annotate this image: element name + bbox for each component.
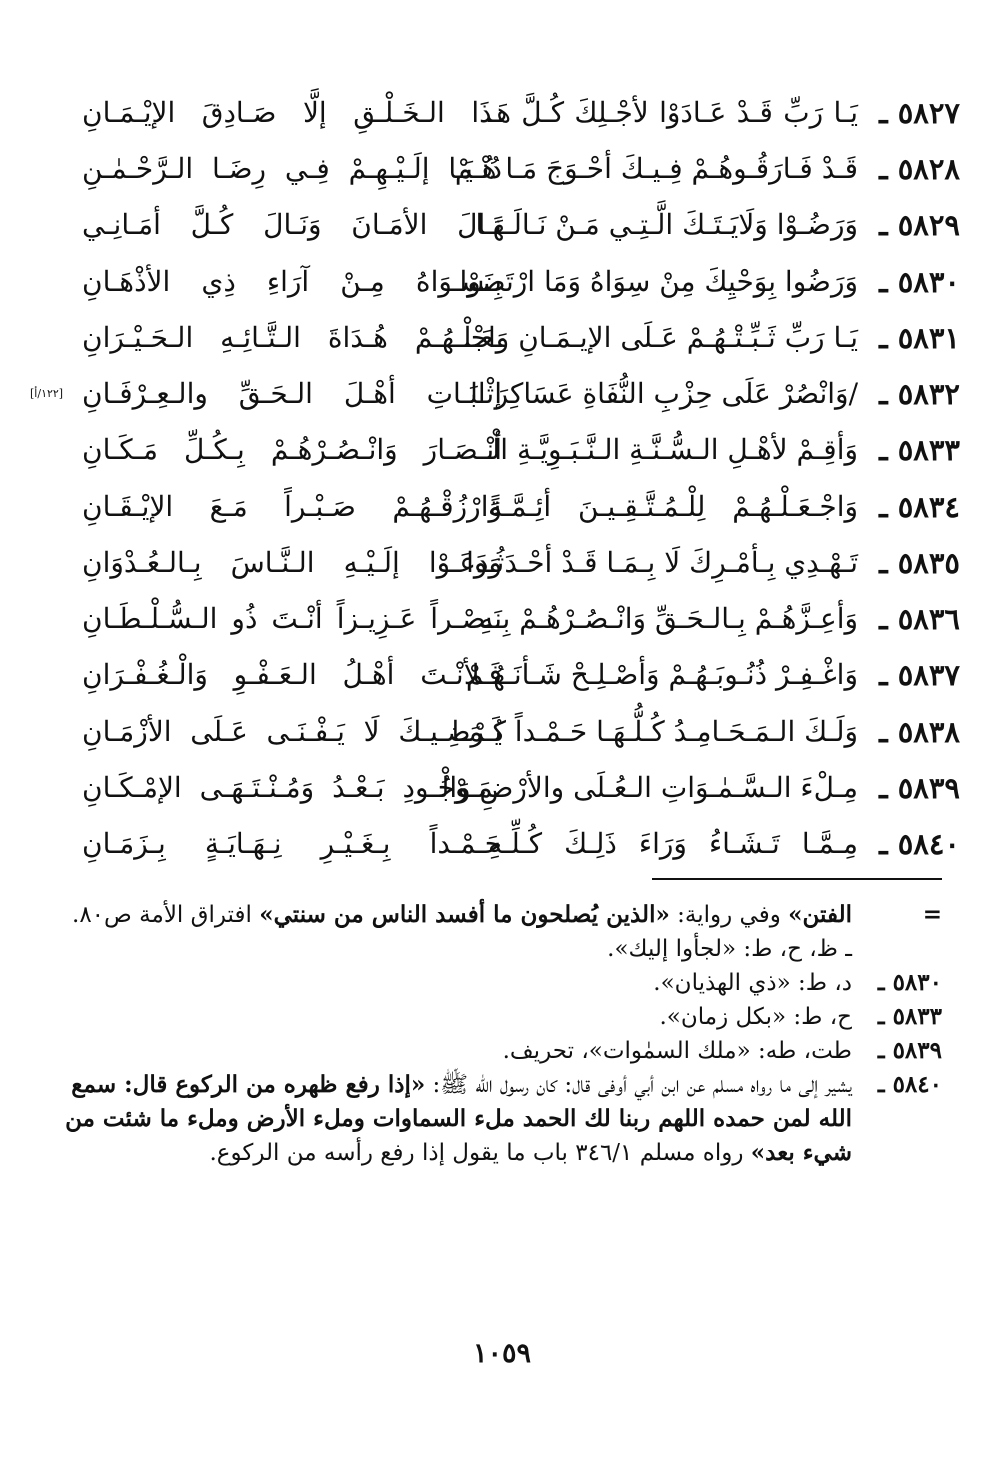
footnotes bbox=[62, 898, 942, 1170]
verse-number: ٥٨٣٢ ـ bbox=[879, 377, 960, 411]
verse-5830 bbox=[0, 265, 1004, 317]
second-hemistich: فَـلأنْـتَ أهْـلُ الـعَـفْـوِ وَالْـغُـفْـرَانِ bbox=[82, 658, 502, 691]
first-hemistich: مِـمَّـا تَـشَـاءُ وَرَاءَ ذَلِـكَ كُـلِّـهِ bbox=[488, 827, 858, 860]
footnote-text: يشير إلى ما رواه مسلم عن ابن أبي أوفى قال: كان رسول الله ﷺ: bbox=[425, 1072, 852, 1098]
first-hemistich: وَأعِـزَّهُـمْ بِـالـحَـقِّ وَانْـصُـرْهُـمْ بِـهِ bbox=[479, 602, 858, 635]
footnote-text: وفي رواية: bbox=[669, 902, 789, 928]
verse-5839 bbox=[0, 771, 1004, 823]
second-hemistich: إثْـبَـاتِ أهْـلَ الـحَـقِّ والـعِـرْفَـانِ bbox=[82, 377, 502, 410]
first-hemistich: قَـدْ فَـارَقُـوهُـمْ فِـيـكَ أحْـوَجَ مَـا هُـمْ bbox=[454, 152, 858, 185]
verse-number: ٥٨٤٠ ـ bbox=[879, 827, 960, 861]
first-hemistich: وَرَضُـوْا وَلَايَـتَـكَ الَّـتِـي مَـنْ نَـالَـهَـا bbox=[475, 208, 858, 241]
first-hemistich: وَرَضُوا بِوَحْيِكَ مِنْ سِوَاهُ وَمَا ارْتَضَوْا bbox=[459, 265, 858, 298]
second-hemistich: ـذَا الـخَـلْـقِ إلَّا صَـادِقَ الإيْـمَـانِ bbox=[82, 96, 502, 129]
first-hemistich: تَـهْـدِي بِـأمْـرِكَ لَا بِـمَـا قَـدْ أحْـدَثُـوا bbox=[466, 546, 858, 579]
hadith-quote: «إذا رفع ظهره من الركوع قال: سمع الله لمن حمده اللهم ربنا لك الحمد ملء السماوات وملء الأرض وملء ما شئت من شيء بعد» bbox=[65, 1071, 852, 1166]
first-hemistich: يَـا رَبِّ قَـدْ عَـادَوْا لأجْـلِكَ كُـلَّ هَـ bbox=[488, 96, 858, 129]
verse-number: ٥٨٣٣ ـ bbox=[879, 433, 960, 467]
first-hemistich: وَلَـكَ الـمَـحَـامِـدُ كُـلُّـهَـا حَـمْـداً كَـمَـا bbox=[451, 715, 858, 748]
verse-number: ٥٨٢٩ ـ bbox=[879, 208, 960, 242]
footnote-5840 bbox=[62, 1068, 942, 1170]
second-hemistich: وَدَعَـوْا إلَـيْـهِ الـنَّـاسَ بِـالـعُـدْوَانِ bbox=[82, 546, 502, 579]
verse-5833 bbox=[0, 433, 1004, 485]
verse-number: ٥٨٣١ ـ bbox=[879, 321, 960, 355]
footnote-label: ٥٨٣٠ ـ bbox=[877, 969, 942, 996]
first-hemistich: وَأقِـمْ لأهْـلِ الـسُّـنَّـةِ الـنَّـبَـوِيَّـةِ الْـ bbox=[483, 433, 858, 466]
footnote-label: ٥٨٣٣ ـ bbox=[877, 1003, 942, 1030]
second-hemistich: يُـرْضِـيـكَ لَا يَـفْـنَـى عَـلَى الأزْمَـانِ bbox=[82, 715, 502, 748]
manuscript-folio-ref: [١٢٢/أ] bbox=[30, 387, 64, 400]
first-hemistich: وَاجْـعَـلْـهُـمْ لِلْـمُـتَّـقِـيـنَ أئِـمَّـةً bbox=[488, 490, 858, 523]
verse-number: ٥٨٣٠ ـ bbox=[879, 265, 960, 299]
first-hemistich: مِـلْءَ الـسَّـمٰـوَاتِ الـعُـلَى والأرْضِ وَالْـ bbox=[432, 771, 858, 804]
second-hemistich: دُنْـيَـا إلَـيْـهِـمْ فِـي رِضَـا الـرَّحْـمٰـنِ bbox=[82, 152, 502, 185]
verse-5831 bbox=[0, 321, 1004, 373]
verse-number: ٥٨٣٦ ـ bbox=[879, 602, 960, 636]
footnote-bold-text: الفتن» bbox=[788, 901, 852, 928]
verse-5838 bbox=[0, 715, 1004, 767]
verse-number: ٥٨٣٨ ـ bbox=[879, 715, 960, 749]
hadith-quote: «الذين يُصلحون ما أفسد الناس من سنتي» bbox=[259, 901, 670, 928]
footnote-label: = bbox=[922, 901, 942, 928]
verse-5837 bbox=[0, 658, 1004, 710]
second-hemistich: حَـمْـداً بِـغَـيْـرِ نِـهَـايَـةٍ بِـزَمَـانِ bbox=[82, 827, 502, 860]
footnote-separator bbox=[652, 878, 942, 880]
footnote-5839 bbox=[62, 1034, 942, 1068]
footnote-label: ٥٨٤٠ ـ bbox=[877, 1071, 942, 1098]
first-hemistich: /وَانْصُرْ عَلَى حِزْبِ النُّفَاةِ عَسَاكِرَ الـ bbox=[461, 377, 858, 410]
verse-number: ٥٨٣٤ ـ bbox=[879, 490, 960, 524]
second-hemistich: نَـالَ الأمَـانَ وَنَـالَ كُـلَّ أمَـانِـي bbox=[82, 208, 502, 241]
verse-number: ٥٨٢٧ ـ bbox=[879, 96, 960, 130]
first-hemistich: وَاغْـفِـرْ ذُنُـوبَـهُـمْ وَأصْـلِـحْ شَـأنَـهُـمْ bbox=[465, 658, 858, 691]
footnote-text: رواه مسلم ٣٤٦/١ باب ما يقول إذا رفع رأسه من الركوع. bbox=[209, 1140, 751, 1166]
first-hemistich: يَـا رَبِّ ثَـبِّـتْـهُـمْ عَـلَى الإيـمَـانِ وَاجْـ bbox=[462, 321, 858, 354]
footnote-label: ٥٨٣٩ ـ bbox=[877, 1037, 942, 1064]
footnote-text: ح، ط: «بكل زمان». bbox=[659, 1004, 852, 1030]
verse-5834 bbox=[0, 490, 1004, 542]
verse-number: ٥٨٣٧ ـ bbox=[879, 658, 960, 692]
verse-number: ٥٨٣٥ ـ bbox=[879, 546, 960, 580]
footnote-variant bbox=[62, 932, 942, 966]
verse-number: ٥٨٢٨ ـ bbox=[879, 152, 960, 186]
verse-5840 bbox=[0, 827, 1004, 879]
verse-5828 bbox=[0, 152, 1004, 204]
second-hemistich: ـمَـوْجُـودِ بَـعْـدُ وَمُـنْـتَـهَـى الإمْـكَـانِ bbox=[82, 771, 502, 804]
footnote-5830 bbox=[62, 966, 942, 1000]
second-hemistich: أنْـصَـارَ وَانْـصُـرْهُـمْ بِـكُـلِّ مَـكَـانِ bbox=[82, 433, 502, 466]
footnote-text: افتراق الأمة ص٨٠. bbox=[72, 902, 260, 928]
verse-5829 bbox=[0, 208, 1004, 260]
second-hemistich: بِـسِـوَاهُ مِـنْ آرَاءِ ذِي الأذْهَـانِ bbox=[82, 265, 502, 298]
second-hemistich: نَـصْـراً عَـزِيـزاً أنْـتَ ذُو الـسُّـلْـطَـانِ bbox=[82, 602, 502, 635]
second-hemistich: ـعَـلْـهُـمْ هُـدَاةَ الـتَّـائِـهِ الـحَـيْـرَانِ bbox=[82, 321, 502, 354]
footnote-text: طت، طه: «ملك السمٰوات»، تحريف. bbox=[502, 1038, 852, 1064]
verse-number: ٥٨٣٩ ـ bbox=[879, 771, 960, 805]
verse-5832 bbox=[0, 377, 1004, 429]
footnote-text: د، ط: «ذي الهذيان». bbox=[653, 970, 852, 996]
footnote-continuation bbox=[62, 898, 942, 932]
verse-5827 bbox=[0, 96, 1004, 148]
page-number: ١٠٥٩ bbox=[472, 1338, 531, 1369]
second-hemistich: وَارْزُقْـهُـمْ صَـبْـراً مَـعَ الإيْـقَـانِ bbox=[82, 490, 502, 523]
footnote-text: ـ ظ، ح، ط: «لجأوا إليك». bbox=[607, 936, 852, 962]
verse-5836 bbox=[0, 602, 1004, 654]
footnote-5833 bbox=[62, 1000, 942, 1034]
verse-5835 bbox=[0, 546, 1004, 598]
